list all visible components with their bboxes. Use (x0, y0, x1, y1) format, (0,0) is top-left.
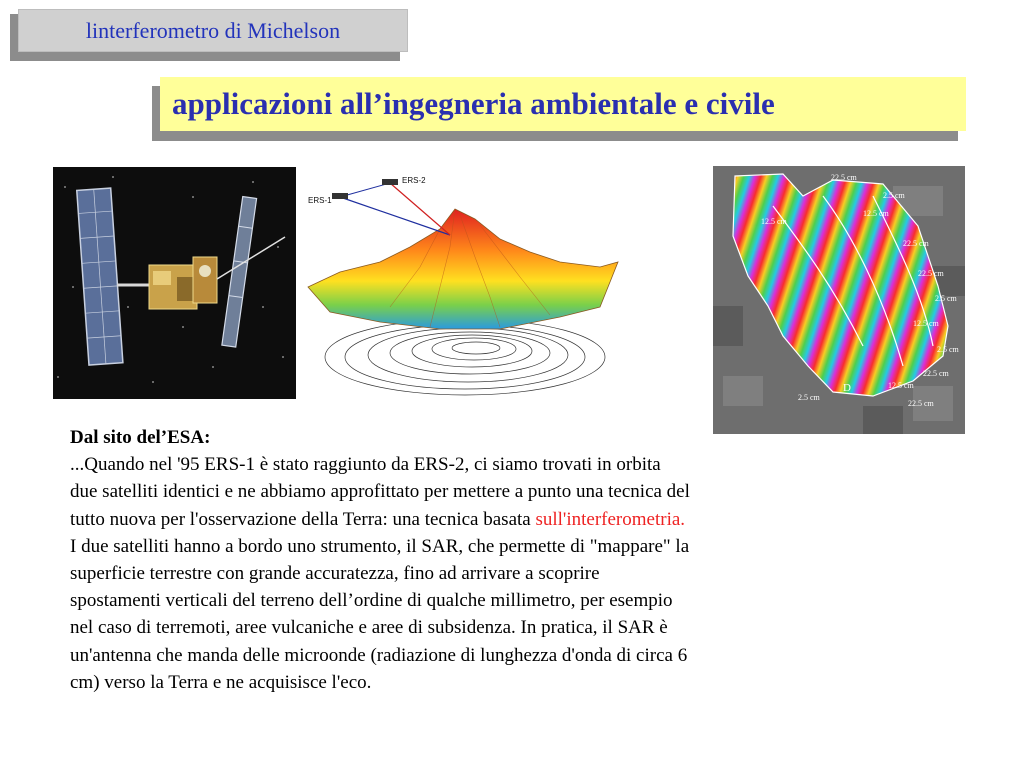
interferogram-image (713, 166, 965, 434)
slide-title-text: applicazioni all’ingegneria ambientale e civile (172, 86, 775, 121)
satellite-image (53, 167, 296, 399)
body-highlight: sull'interferometria. (535, 508, 686, 530)
ifg-label-10: 22.5 cm (923, 369, 949, 378)
terrain-model-image (300, 167, 620, 412)
ifg-label-9: 2.5 cm (937, 345, 959, 354)
header-tag (18, 9, 408, 52)
ifg-label-11: 12.5 cm (888, 381, 914, 390)
ifg-label-8: 12.5 cm (913, 319, 939, 328)
body-heading: Dal sito del’ESA: (70, 427, 211, 448)
ifg-label-14: D (843, 382, 851, 394)
ers2-label: ERS-2 (402, 176, 426, 185)
body-text-before: ...Quando nel '95 ERS-1 è stato raggiunto da ERS-2, ci siamo trovati in orbita due satelliti identici e ne abbiamo approfittato per mettere a punto una tecnica del tutto nuova per l'osservazione della Terra: una tecnica basata (70, 454, 690, 530)
ifg-label-2: 12.5 cm (761, 217, 787, 226)
ifg-label-13: 22.5 cm (908, 399, 934, 408)
ers1-label: ERS-1 (308, 196, 332, 205)
ifg-label-12: 2.5 cm (798, 393, 820, 402)
slide-title (160, 77, 966, 131)
ifg-label-6: 22.5 cm (918, 269, 944, 278)
ifg-label-5: 12.5 cm (863, 209, 889, 218)
ifg-label-4: 2.5 cm (883, 191, 905, 200)
header-tag-label: linterferometro di Michelson (85, 17, 341, 43)
body-paragraph (70, 424, 692, 696)
ifg-label-7: 2.5 cm (935, 294, 957, 303)
body-text-after: I due satelliti hanno a bordo uno strumento, il SAR, che permette di "mappare" la superficie terrestre con grande accuratezza, fino ad arrivare a scoprire spostamenti verticali del terreno dell’ordine di qualche millimetro, per esempio nel caso di terremoti, aree vulcaniche e aree di subsidenza. In pratica, il SAR è un'antenna che manda delle microonde (radiazione di lunghezza d'onda di circa 6 cm) verso la Terra e ne acquisisce l'eco. (70, 535, 690, 693)
ifg-label-3: 22.5 cm (903, 239, 929, 248)
ifg-label-1: 22.5 cm (831, 173, 857, 182)
